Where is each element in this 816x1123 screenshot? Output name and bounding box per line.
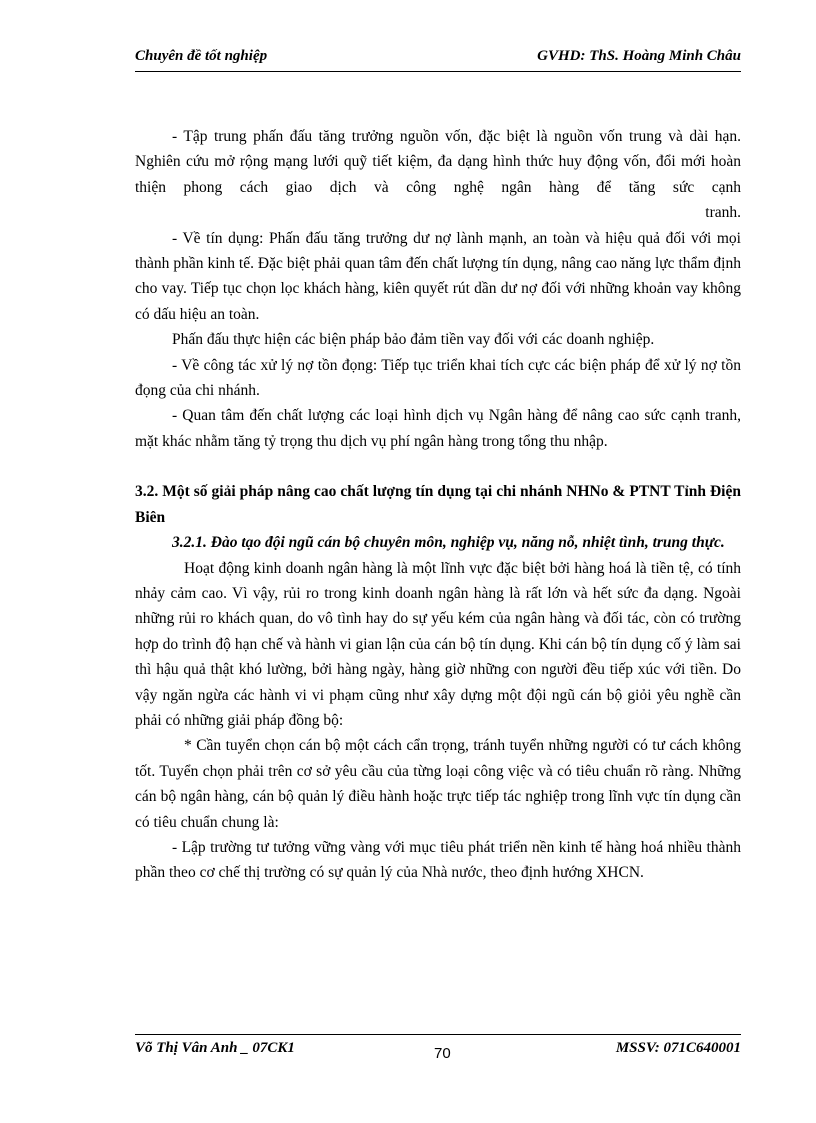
paragraph-ideology: - Lập trường tư tưởng vững vàng với mục tiêu phát triển nền kinh tế hàng hoá nhiều thành phần theo cơ chế thị trường có sự quản lý của Nhà nước, theo định hướng XHCN. (135, 838, 741, 882)
footer-author: Võ Thị Vân Anh _ 07CK1 (135, 1040, 295, 1056)
paragraph-capital: - Tập trung phấn đấu tăng trưởng nguồn vốn, đặc biệt là nguồn vốn trung và dài hạn. Nghiên cứu mở rộng mạng lưới quỹ tiết kiệm, đa dạng hình thức huy động vốn, đổi mới hoàn thiện phong cách giao dịch và công nghệ ngân hàng để tăng sức cạnh (135, 128, 741, 196)
paragraph-credit: - Về tín dụng: Phấn đấu tăng trưởng dư nợ lành mạnh, an toàn và hiệu quả đối với mọi thành phần kinh tế. Đặc biệt phải quan tâm đến chất lượng tín dụng, nâng cao năng lực thẩm định cho vay. Tiếp tục chọn lọc khách hàng, kiên quyết rút dần dư nợ đối với những khoản vay không có dấu hiệu an toàn. (135, 229, 741, 323)
section-heading-3-2-1: 3.2.1. Đào tạo đội ngũ cán bộ chuyên môn, nghiệp vụ, năng nỗ, nhiệt tình, trung thực. (172, 534, 725, 552)
page-footer (135, 1034, 741, 1065)
paragraph-bad-debt: - Về công tác xử lý nợ tồn đọng: Tiếp tục triển khai tích cực các biện pháp để xử lý nợ tồn đọng của chi nhánh. (135, 356, 741, 400)
header-supervisor: GVHD: ThS. Hoàng Minh Châu (537, 48, 741, 64)
paragraph-services: - Quan tâm đến chất lượng các loại hình dịch vụ Ngân hàng để nâng cao sức cạnh tranh, mặt khác nhằm tăng tỷ trọng thu dịch vụ phí ngân hàng trong tổng thu nhập. (135, 407, 741, 450)
page-header (135, 48, 741, 72)
header-title: Chuyên đề tốt nghiệp (135, 48, 268, 64)
page-number: 70 (434, 1045, 451, 1062)
paragraph-banking-risk: Hoạt động kinh doanh ngân hàng là một lĩnh vực đặc biệt bởi hàng hoá là tiền tệ, có tính nhảy cảm cao. Vì vậy, rủi ro trong kinh doanh ngân hàng là rất lớn và hết sức đa dạng. Ngoài những rủi ro khách quan, do vô tình hay do sự yếu kém của ngân hàng và đối tác, còn có trường hợp do trình độ hạn chế và hành vi gian lận của cán bộ tín dụng. Khi cán bộ tín dụng cố ý làm sai thì hậu quả thật khó lường, bởi hàng ngày, hàng giờ những con người đều tiếp xúc với tiền. Do vậy ngăn ngừa các hành vi vi phạm cũng như xây dựng một đội ngũ cán bộ giỏi yêu nghề cần phải có những giải pháp đồng bộ: (135, 559, 741, 729)
page-content (135, 124, 741, 886)
section-heading-3-2: 3.2. Một số giải pháp nâng cao chất lượng tín dụng tại chi nhánh NHNo & PTNT Tỉnh Điện Biên (135, 483, 741, 526)
paragraph-recruitment: * Cần tuyển chọn cán bộ một cách cẩn trọng, tránh tuyển những người có tư cách không tốt. Tuyển chọn phải trên cơ sở yêu cầu của từng loại công việc và có tiêu chuẩn rõ ràng. Những cán bộ ngân hàng, cán bộ quản lý điều hành hoặc trực tiếp tác nghiệp trong lĩnh vực tín dụng cần có tiêu chuẩn chung là: (135, 737, 741, 831)
paragraph-capital-end: tranh. (705, 204, 741, 222)
paragraph-loan-security: Phấn đấu thực hiện các biện pháp bảo đảm tiền vay đối với các doanh nghiệp. (172, 331, 655, 349)
footer-student-id: MSSV: 071C640001 (615, 1040, 741, 1056)
